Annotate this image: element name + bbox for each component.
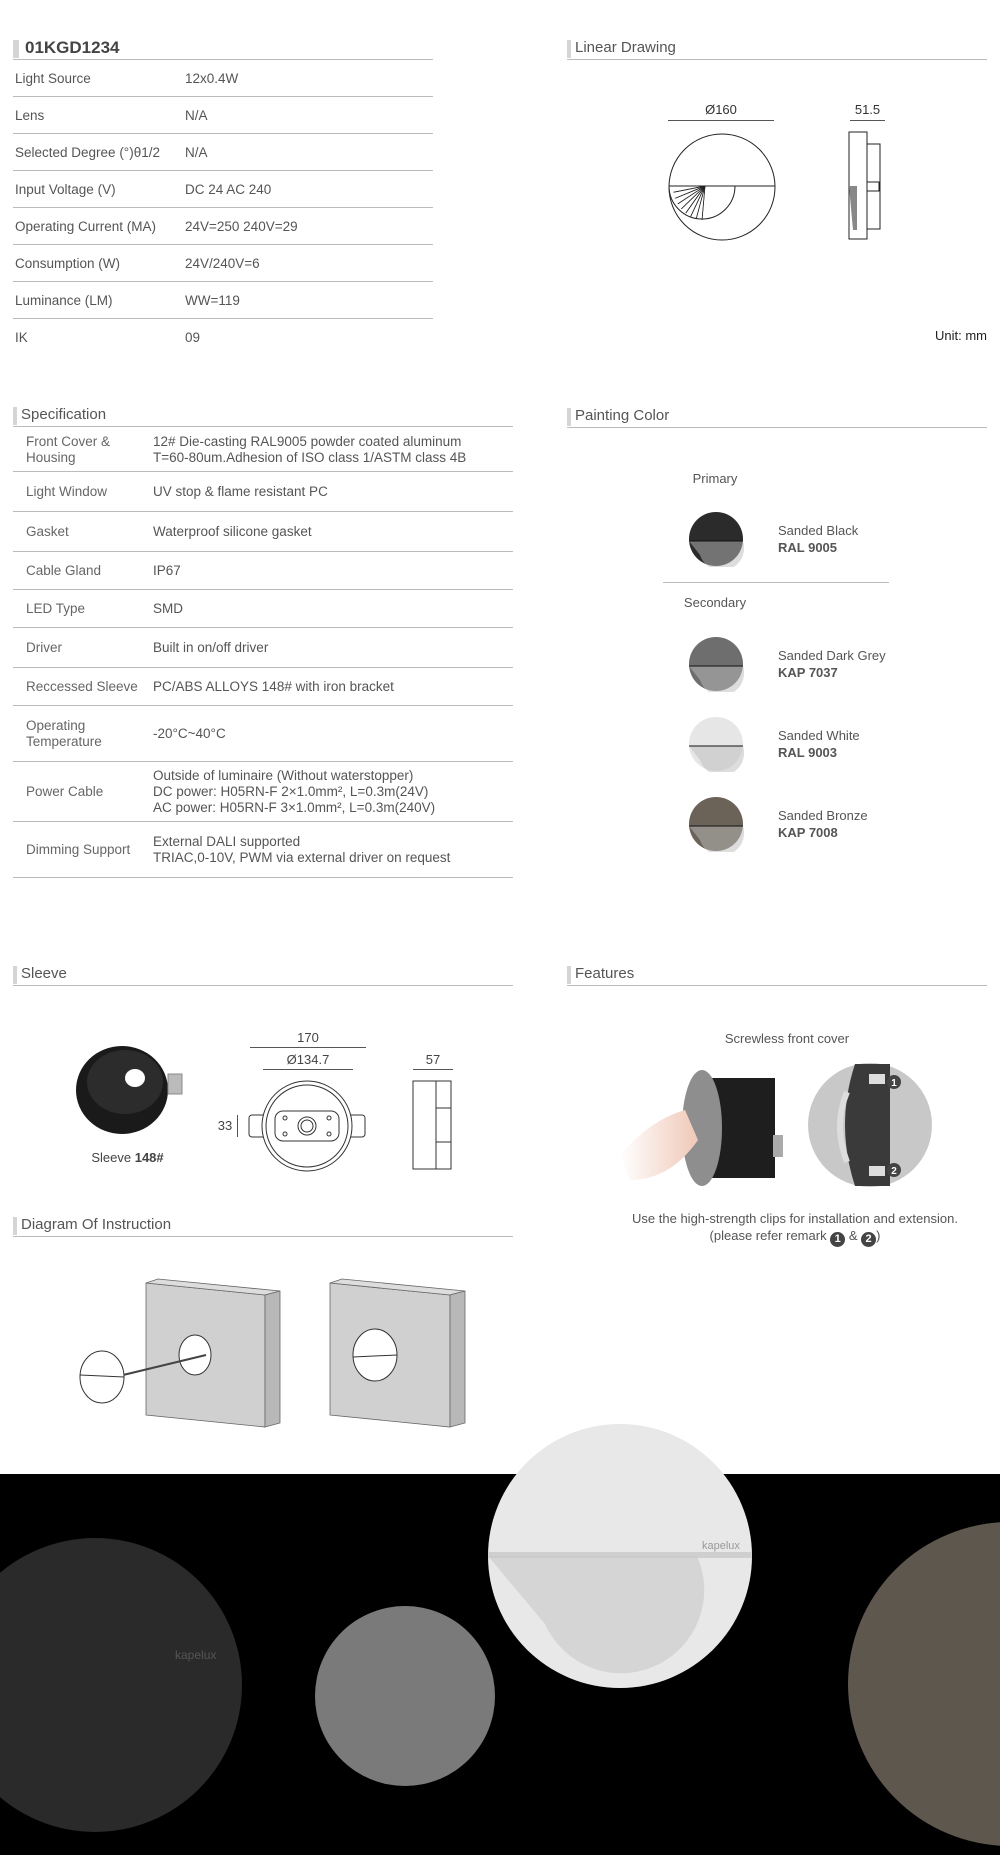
sleeve-caption	[70, 1150, 185, 1165]
remark-1-badge: 1	[830, 1232, 845, 1247]
property-row	[13, 60, 433, 97]
white-light	[485, 1424, 755, 1689]
features-note-line1: Use the high-strength clips for installation and extension.	[632, 1211, 958, 1226]
color-name: Sanded White	[778, 728, 860, 743]
spec-value: IP67	[153, 562, 181, 578]
sleeve-caption-model: 148#	[134, 1150, 164, 1165]
spec-value: SMD	[153, 600, 183, 616]
property-row	[13, 171, 433, 208]
spec-value: PC/ABS ALLOYS 148# with iron bracket	[153, 678, 394, 694]
property-label: Luminance (LM)	[15, 292, 113, 308]
property-label: Consumption (W)	[15, 255, 121, 271]
sleeve-width-label: 170	[297, 1030, 319, 1045]
unit-label: Unit: mm	[935, 328, 987, 343]
color-code: RAL 9003	[778, 745, 838, 760]
property-label: Selected Degree (°)θ1/2	[15, 144, 160, 160]
note-prefix: (please refer remark	[709, 1228, 831, 1243]
color-swatch-row	[688, 511, 858, 567]
color-swatch	[688, 636, 744, 692]
property-value: 09	[185, 330, 201, 345]
spec-row	[13, 628, 513, 668]
primary-label: Primary	[692, 471, 738, 486]
sleeve-photo	[70, 1032, 190, 1142]
specification-table	[13, 428, 513, 878]
spec-value: UV stop & flame resistant PC	[153, 483, 328, 499]
property-label: Input Voltage (V)	[15, 181, 116, 197]
note-mid: &	[848, 1228, 862, 1243]
diameter-label: Ø160	[705, 102, 737, 117]
property-label: Lens	[15, 107, 45, 123]
depth-label: 51.5	[854, 102, 881, 117]
sleeve-caption-prefix: Sleeve	[91, 1150, 135, 1165]
features-subtitle: Screwless front cover	[724, 1031, 850, 1046]
spec-label: Gasket	[26, 523, 69, 539]
property-value: DC 24 AC 240	[185, 181, 272, 197]
property-value: 24V=250 240V=29	[185, 218, 298, 234]
spec-label: Reccessed Sleeve	[26, 678, 138, 694]
sleeve-depth-label: 57	[425, 1052, 441, 1067]
painting-color-title: Painting Color	[567, 406, 987, 428]
properties-table	[13, 60, 433, 356]
specification-title: Specification	[13, 405, 513, 427]
side-view-drawing	[845, 130, 890, 242]
screwless-cover-photo	[610, 1060, 790, 1190]
color-code: RAL 9005	[778, 540, 838, 555]
color-name: Sanded Bronze	[778, 808, 868, 823]
instruction-title: Diagram Of Instruction	[13, 1215, 513, 1237]
spec-label: Cable Gland	[26, 562, 102, 578]
spec-row	[13, 512, 513, 552]
sleeve-depth-dimline	[413, 1069, 453, 1070]
spec-row	[13, 822, 513, 878]
color-swatch	[688, 796, 744, 852]
spec-label: Front Cover & Housing	[26, 433, 111, 465]
property-value: 24V/240V=6	[185, 255, 260, 271]
spec-label: Light Window	[26, 483, 108, 499]
color-code: KAP 7037	[778, 665, 838, 680]
spec-row	[13, 762, 513, 822]
property-row	[13, 282, 433, 319]
property-value: WW=119	[185, 292, 240, 308]
spec-row	[13, 668, 513, 706]
sleeve-front-drawing	[245, 1078, 370, 1173]
color-swatch-row	[688, 796, 868, 852]
spec-label: Operating Temperature	[26, 717, 102, 749]
spec-value: Outside of luminaire (Without waterstopper) DC power: H05RN-F 2×1.0mm², L=0.3m(24V) AC power: H05RN-F 3×1.0mm², L=0.3m(240V)	[153, 767, 436, 815]
grey-light	[315, 1606, 495, 1786]
property-row	[13, 134, 433, 171]
spec-value: Built in on/off driver	[153, 639, 269, 655]
banner-brand-black: kapelux	[175, 1648, 217, 1662]
front-view-drawing	[665, 130, 780, 245]
property-label: IK	[15, 330, 28, 345]
spec-label: Power Cable	[26, 783, 104, 799]
property-row	[13, 245, 433, 282]
bronze-light	[848, 1522, 1000, 1846]
note-suffix: )	[876, 1228, 881, 1243]
sleeve-side-drawing	[410, 1078, 455, 1173]
spec-value: Waterproof silicone gasket	[153, 523, 312, 539]
property-value: N/A	[185, 107, 208, 123]
svg-text:1: 1	[891, 1078, 897, 1089]
diameter-dimline	[668, 120, 774, 121]
model-title: 01KGD1234	[13, 38, 433, 60]
black-light	[0, 1538, 242, 1832]
property-label: Operating Current (MA)	[15, 218, 157, 234]
color-code: KAP 7008	[778, 825, 838, 840]
linear-drawing-title: Linear Drawing	[567, 38, 987, 60]
features-title: Features	[567, 964, 987, 986]
property-row	[13, 97, 433, 134]
installation-diagram	[70, 1275, 470, 1435]
sleeve-width-dimline	[250, 1047, 366, 1048]
spec-value: External DALI supported TRIAC,0-10V, PWM via external driver on request	[153, 833, 451, 865]
sleeve-title: Sleeve	[13, 964, 513, 986]
color-swatch-row	[688, 716, 860, 772]
spec-value: 12# Die-casting RAL9005 powder coated aluminum T=60-80um.Adhesion of ISO class 1/ASTM class 4B	[153, 433, 467, 465]
color-divider	[663, 582, 889, 583]
property-row	[13, 319, 433, 356]
spec-row	[13, 590, 513, 628]
clips-detail-photo	[805, 1062, 935, 1188]
spec-label: Driver	[26, 639, 62, 655]
property-row	[13, 208, 433, 245]
color-name: Sanded Black	[778, 523, 859, 538]
features-note-line2	[590, 1228, 1000, 1247]
spec-label: Dimming Support	[26, 841, 131, 857]
remark-2-badge: 2	[861, 1232, 876, 1247]
color-swatch-row	[688, 636, 886, 692]
spec-row	[13, 706, 513, 762]
fan-line	[681, 186, 705, 209]
spec-label: LED Type	[26, 600, 86, 616]
spec-row	[13, 552, 513, 590]
sleeve-height-label: 33	[217, 1118, 233, 1133]
spec-row	[13, 428, 513, 472]
spec-row	[13, 472, 513, 512]
property-label: Light Source	[15, 70, 91, 86]
depth-dimline	[850, 120, 885, 121]
sleeve-diameter-dimline	[263, 1069, 353, 1070]
property-value: 12x0.4W	[185, 70, 239, 86]
sleeve-height-dimline	[237, 1115, 238, 1137]
spec-value: -20°C~40°C	[153, 725, 226, 741]
color-swatch	[688, 716, 744, 772]
banner-brand-white: kapelux	[702, 1540, 740, 1552]
color-name: Sanded Dark Grey	[778, 648, 886, 663]
color-swatch	[688, 511, 744, 567]
property-value: N/A	[185, 144, 208, 160]
svg-text:2: 2	[891, 1166, 897, 1177]
sleeve-diameter-label: Ø134.7	[286, 1052, 330, 1067]
secondary-label: Secondary	[683, 595, 747, 610]
